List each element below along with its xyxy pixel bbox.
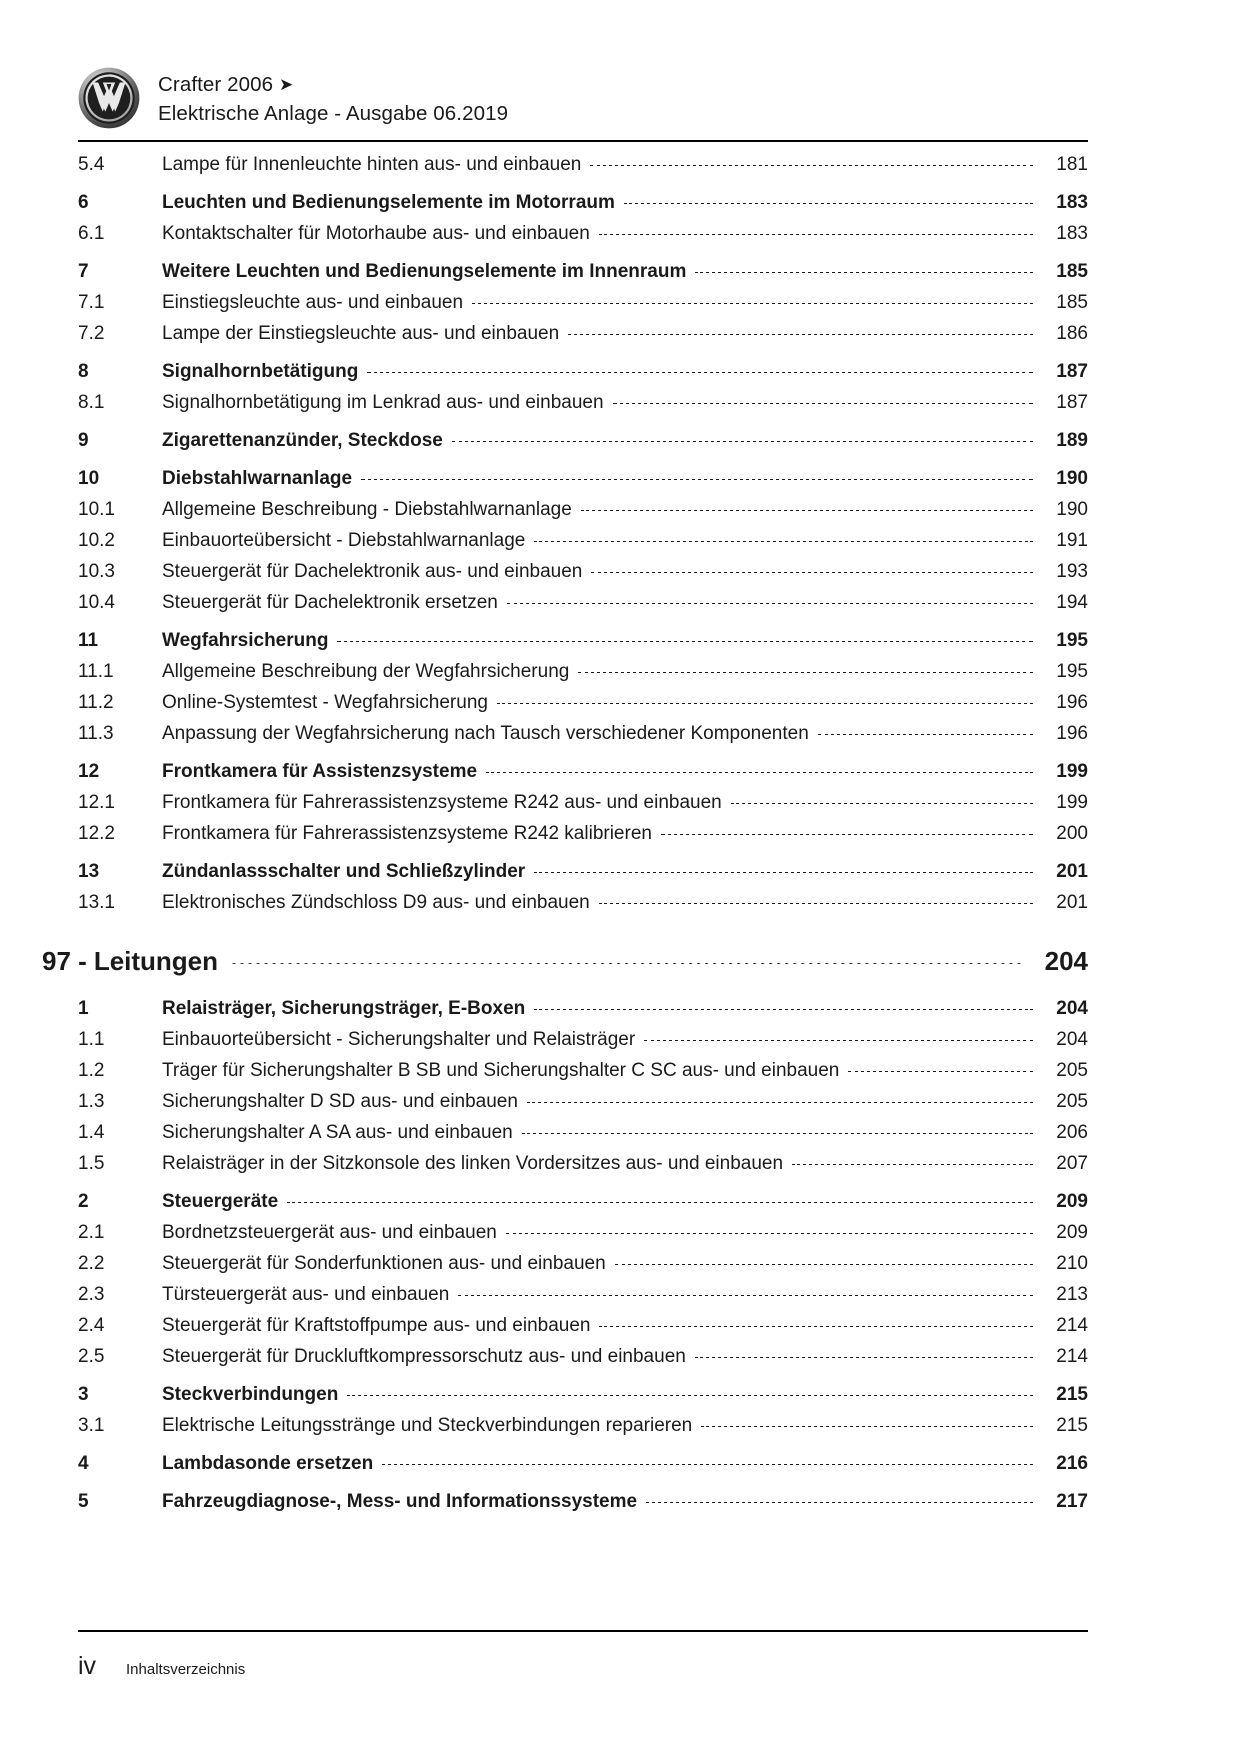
toc-entry-number: 6.1 — [78, 223, 105, 244]
toc-entry-page-number: 183 — [1056, 223, 1088, 244]
toc-entry-number: 11.2 — [78, 692, 114, 713]
toc-entry-number: 12 — [78, 761, 100, 782]
toc-entry-number: 5.4 — [78, 154, 105, 175]
toc-entry-page-number: 205 — [1056, 1091, 1088, 1112]
toc-entry[interactable] — [78, 1192, 1088, 1223]
toc-dot-leader — [731, 803, 1033, 804]
toc-entry-number: 1.4 — [78, 1122, 105, 1143]
page-footer — [78, 1652, 1088, 1684]
toc-entry-number: 8.1 — [78, 392, 105, 413]
toc-entry-page-number: 187 — [1056, 392, 1088, 413]
toc-entry[interactable] — [78, 362, 1088, 393]
toc-entry-page-number: 196 — [1056, 723, 1088, 744]
toc-entry-page-number: 190 — [1056, 468, 1088, 489]
toc-entry[interactable] — [78, 793, 1088, 824]
toc-entry-number: 1 — [78, 998, 89, 1019]
toc-entry[interactable] — [78, 1092, 1088, 1123]
toc-entry[interactable] — [78, 1254, 1088, 1285]
toc-entry-number: 13 — [78, 861, 100, 882]
toc-dot-leader — [534, 1009, 1033, 1010]
toc-entry-title: Anpassung der Wegfahrsicherung nach Tausch verschiedener Komponenten — [162, 723, 809, 744]
toc-dot-leader — [590, 165, 1033, 166]
toc-entry-title: Türsteuergerät aus- und einbauen — [162, 1284, 450, 1305]
toc-entry-title: Frontkamera für Assistenzsysteme — [162, 761, 478, 782]
toc-entry[interactable] — [78, 693, 1088, 724]
toc-dot-leader — [695, 1357, 1033, 1358]
toc-entry[interactable] — [78, 193, 1088, 224]
toc-entry-number: 1.1 — [78, 1029, 105, 1050]
toc-entry-number: 12.1 — [78, 792, 115, 813]
toc-entry[interactable] — [78, 1416, 1088, 1447]
toc-entry[interactable] — [42, 948, 1088, 992]
toc-entry-title: Elektrische Leitungsstränge und Steckverbindungen reparieren — [162, 1415, 693, 1436]
toc-entry-number: 11.3 — [78, 723, 114, 744]
footer-divider — [78, 1630, 1088, 1632]
toc-entry-page-number: 187 — [1056, 361, 1088, 382]
toc-entry-number: 1.2 — [78, 1060, 105, 1081]
toc-entry[interactable] — [78, 562, 1088, 593]
toc-dot-leader — [578, 672, 1033, 673]
toc-entry-number: 10.4 — [78, 592, 115, 613]
toc-entry[interactable] — [78, 862, 1088, 893]
toc-entry-page-number: 204 — [1056, 1029, 1088, 1050]
toc-dot-leader — [599, 903, 1033, 904]
toc-entry-title: Allgemeine Beschreibung - Diebstahlwarnanlage — [162, 499, 572, 520]
toc-entry-title: Steuergerät für Druckluftkompressorschutz aus- und einbauen — [162, 1346, 686, 1367]
toc-dot-leader — [458, 1295, 1033, 1296]
toc-entry-page-number: 199 — [1056, 761, 1088, 782]
toc-entry-number: 4 — [78, 1453, 89, 1474]
toc-entry-title: Wegfahrsicherung — [162, 630, 329, 651]
toc-entry-number: 11 — [78, 630, 99, 651]
toc-entry-page-number: 215 — [1056, 1415, 1088, 1436]
toc-entry-title: Steuergeräte — [162, 1191, 279, 1212]
toc-entry-number: 10.3 — [78, 561, 115, 582]
toc-entry-page-number: 195 — [1056, 630, 1088, 651]
toc-entry-title: Einbauorteübersicht - Sicherungshalter und Relaisträger — [162, 1029, 636, 1050]
toc-entry-title: Online-Systemtest - Wegfahrsicherung — [162, 692, 488, 713]
toc-entry[interactable] — [78, 531, 1088, 562]
toc-entry[interactable] — [78, 393, 1088, 424]
toc-entry-page-number: 205 — [1056, 1060, 1088, 1081]
toc-entry-title: Einbauorteübersicht - Diebstahlwarnanlage — [162, 530, 526, 551]
toc-entry-number: 7.2 — [78, 323, 105, 344]
toc-entry-page-number: 193 — [1056, 561, 1088, 582]
toc-entry[interactable] — [78, 500, 1088, 531]
toc-entry[interactable] — [78, 1385, 1088, 1416]
toc-dot-leader — [624, 203, 1033, 204]
toc-entry[interactable] — [78, 824, 1088, 855]
toc-entry-title: Zündanlassschalter und Schließzylinder — [162, 861, 526, 882]
toc-entry-page-number: 209 — [1056, 1191, 1088, 1212]
toc-entry-title: Diebstahlwarnanlage — [162, 468, 353, 489]
toc-entry-page-number: 183 — [1056, 192, 1088, 213]
toc-entry[interactable] — [78, 224, 1088, 255]
toc-dot-leader — [337, 641, 1033, 642]
toc-entry-title: Lampe für Innenleuchte hinten aus- und einbauen — [162, 154, 582, 175]
toc-dot-leader — [792, 1164, 1033, 1165]
toc-dot-leader — [506, 1233, 1033, 1234]
toc-entry-title: Signalhornbetätigung im Lenkrad aus- und einbauen — [162, 392, 604, 413]
toc-dot-leader — [581, 510, 1033, 511]
toc-entry-page-number: 204 — [1044, 946, 1088, 976]
toc-entry[interactable] — [78, 593, 1088, 624]
toc-entry-page-number: 216 — [1056, 1453, 1088, 1474]
toc-dot-leader — [287, 1202, 1033, 1203]
toc-entry-number: 2.3 — [78, 1284, 105, 1305]
toc-entry-number: 13.1 — [78, 892, 115, 913]
toc-entry-title: Leitungen — [93, 946, 219, 976]
toc-entry[interactable] — [78, 431, 1088, 462]
toc-entry-page-number: 199 — [1056, 792, 1088, 813]
toc-entry[interactable] — [78, 262, 1088, 293]
toc-dot-leader — [497, 703, 1033, 704]
header-model-text: Crafter 2006 — [158, 72, 274, 96]
page-folio-number: iv — [78, 1652, 97, 1680]
toc-entry[interactable] — [78, 1123, 1088, 1154]
toc-entry-page-number: 210 — [1056, 1253, 1088, 1274]
toc-entry-page-number: 200 — [1056, 823, 1088, 844]
toc-entry-title: Weitere Leuchten und Bedienungselemente im Innenraum — [162, 261, 687, 282]
toc-entry-number: 7 — [78, 261, 89, 282]
toc-entry-page-number: 189 — [1056, 430, 1088, 451]
toc-entry-page-number: 196 — [1056, 692, 1088, 713]
toc-dot-leader — [232, 963, 1022, 964]
toc-entry-number: 3 — [78, 1384, 89, 1405]
toc-entry[interactable] — [78, 1061, 1088, 1092]
toc-entry-number: 10 — [78, 468, 100, 489]
toc-dot-leader — [382, 1464, 1033, 1465]
toc-entry-page-number: 201 — [1056, 892, 1088, 913]
toc-entry-number: 6 — [78, 192, 89, 213]
forward-arrow-icon: ➤ — [278, 74, 294, 94]
toc-dot-leader — [568, 334, 1033, 335]
toc-entry-title: Steckverbindungen — [162, 1384, 339, 1405]
toc-dot-leader — [818, 734, 1033, 735]
toc-entry-page-number: 213 — [1056, 1284, 1088, 1305]
toc-entry-number: 9 — [78, 430, 89, 451]
toc-entry-number: 7.1 — [78, 292, 105, 313]
toc-entry[interactable] — [78, 324, 1088, 355]
toc-entry-title: Steuergerät für Dachelektronik aus- und einbauen — [162, 561, 583, 582]
toc-entry-page-number: 190 — [1056, 499, 1088, 520]
toc-dot-leader — [644, 1040, 1033, 1041]
toc-entry-title: Allgemeine Beschreibung der Wegfahrsicherung — [162, 661, 570, 682]
toc-entry-number: 10.1 — [78, 499, 115, 520]
toc-entry-title: Elektronisches Zündschloss D9 aus- und einbauen — [162, 892, 590, 913]
toc-entry-page-number: 201 — [1056, 861, 1088, 882]
toc-entry-page-number: 194 — [1056, 592, 1088, 613]
toc-entry[interactable] — [78, 469, 1088, 500]
toc-entry-page-number: 204 — [1056, 998, 1088, 1019]
toc-dot-leader — [848, 1071, 1033, 1072]
toc-entry-title: Bordnetzsteuergerät aus- und einbauen — [162, 1222, 497, 1243]
toc-entry-number: 2.5 — [78, 1346, 105, 1367]
toc-entry-title: Zigarettenanzünder, Steckdose — [162, 430, 443, 451]
toc-entry[interactable] — [78, 1492, 1088, 1523]
toc-dot-leader — [613, 403, 1033, 404]
toc-entry[interactable] — [78, 999, 1088, 1030]
toc-entry-number: 1.5 — [78, 1153, 105, 1174]
toc-entry[interactable] — [78, 762, 1088, 793]
toc-entry-page-number: 186 — [1056, 323, 1088, 344]
toc-entry-title: Lampe der Einstiegsleuchte aus- und einbauen — [162, 323, 560, 344]
toc-entry-page-number: 215 — [1056, 1384, 1088, 1405]
toc-entry-title: Steuergerät für Kraftstoffpumpe aus- und einbauen — [162, 1315, 591, 1336]
toc-entry-title: Steuergerät für Sonderfunktionen aus- und einbauen — [162, 1253, 606, 1274]
toc-entry-page-number: 185 — [1056, 261, 1088, 282]
toc-entry-number: 12.2 — [78, 823, 115, 844]
toc-entry-page-number: 191 — [1056, 530, 1088, 551]
volkswagen-logo-icon — [78, 67, 140, 129]
toc-dot-leader — [661, 834, 1033, 835]
toc-dot-leader — [701, 1426, 1033, 1427]
toc-entry-page-number: 185 — [1056, 292, 1088, 313]
toc-entry[interactable] — [78, 1030, 1088, 1061]
toc-entry-number: 3.1 — [78, 1415, 105, 1436]
toc-entry[interactable] — [78, 155, 1088, 186]
toc-entry[interactable] — [78, 662, 1088, 693]
toc-dot-leader — [522, 1133, 1033, 1134]
toc-entry-number: 2.2 — [78, 1253, 105, 1274]
toc-entry[interactable] — [78, 1347, 1088, 1378]
toc-entry-page-number: 217 — [1056, 1491, 1088, 1512]
toc-dot-leader — [599, 1326, 1033, 1327]
toc-dot-leader — [534, 541, 1033, 542]
toc-entry[interactable] — [78, 1285, 1088, 1316]
toc-entry[interactable] — [78, 1223, 1088, 1254]
toc-entry-title: Frontkamera für Fahrerassistenzsysteme R242 kalibrieren — [162, 823, 652, 844]
toc-entry-title: Relaisträger, Sicherungsträger, E-Boxen — [162, 998, 526, 1019]
toc-dot-leader — [534, 872, 1033, 873]
toc-entry-title: Sicherungshalter D SD aus- und einbauen — [162, 1091, 518, 1112]
toc-entry-page-number: 209 — [1056, 1222, 1088, 1243]
toc-entry-title: Träger für Sicherungshalter B SB und Sicherungshalter C SC aus- und einbauen — [162, 1060, 840, 1081]
toc-entry-number: 10.2 — [78, 530, 115, 551]
toc-dot-leader — [527, 1102, 1033, 1103]
toc-entry-page-number: 214 — [1056, 1315, 1088, 1336]
toc-entry-number: 97 - — [42, 946, 87, 976]
toc-dot-leader — [367, 372, 1033, 373]
toc-dot-leader — [507, 603, 1033, 604]
header-model-line — [158, 71, 508, 100]
toc-entry-title: Steuergerät für Dachelektronik ersetzen — [162, 592, 498, 613]
toc-entry-title: Signalhornbetätigung — [162, 361, 359, 382]
toc-entry-number: 2.4 — [78, 1315, 105, 1336]
toc-entry[interactable] — [78, 893, 1088, 924]
toc-entry[interactable] — [78, 1316, 1088, 1347]
toc-entry-title: Relaisträger in der Sitzkonsole des linken Vordersitzes aus- und einbauen — [162, 1153, 784, 1174]
toc-entry-number: 1.3 — [78, 1091, 105, 1112]
toc-dot-leader — [361, 479, 1033, 480]
toc-entry-title: Sicherungshalter A SA aus- und einbauen — [162, 1122, 513, 1143]
header-subtitle: Elektrische Anlage - Ausgabe 06.2019 — [158, 101, 509, 125]
footer-section-label: Inhaltsverzeichnis — [126, 1661, 246, 1678]
toc-dot-leader — [347, 1395, 1033, 1396]
toc-entry[interactable] — [78, 1454, 1088, 1485]
toc-dot-leader — [599, 234, 1033, 235]
toc-dot-leader — [695, 272, 1033, 273]
toc-entry[interactable] — [78, 1154, 1088, 1185]
header-divider — [78, 140, 1088, 142]
toc-entry-number: 11.1 — [78, 661, 114, 682]
toc-entry-title: Leuchten und Bedienungselemente im Motorraum — [162, 192, 615, 213]
toc-dot-leader — [615, 1264, 1033, 1265]
toc-entry-title: Einstiegsleuchte aus- und einbauen — [162, 292, 464, 313]
toc-dot-leader — [646, 1502, 1033, 1503]
toc-entry-number: 5 — [78, 1491, 89, 1512]
toc-entry-title: Lambdasonde ersetzen — [162, 1453, 374, 1474]
toc-entry[interactable] — [78, 631, 1088, 662]
toc-entry-title: Fahrzeugdiagnose-, Mess- und Informationssysteme — [162, 1491, 638, 1512]
page-header — [78, 62, 1088, 140]
toc-entry-number: 2 — [78, 1191, 89, 1212]
toc-entry-number: 2.1 — [78, 1222, 105, 1243]
toc-entry-page-number: 214 — [1056, 1346, 1088, 1367]
table-of-contents — [42, 154, 1088, 1523]
toc-entry-number: 8 — [78, 361, 89, 382]
toc-entry-page-number: 181 — [1056, 154, 1088, 175]
toc-entry-page-number: 207 — [1056, 1153, 1088, 1174]
toc-entry-title: Frontkamera für Fahrerassistenzsysteme R242 aus- und einbauen — [162, 792, 722, 813]
toc-dot-leader — [486, 772, 1033, 773]
toc-entry[interactable] — [78, 724, 1088, 755]
toc-entry[interactable] — [78, 293, 1088, 324]
toc-dot-leader — [591, 572, 1033, 573]
toc-dot-leader — [472, 303, 1033, 304]
toc-entry-page-number: 195 — [1056, 661, 1088, 682]
toc-entry-title: Kontaktschalter für Motorhaube aus- und einbauen — [162, 223, 590, 244]
toc-entry-page-number: 206 — [1056, 1122, 1088, 1143]
toc-dot-leader — [452, 441, 1033, 442]
